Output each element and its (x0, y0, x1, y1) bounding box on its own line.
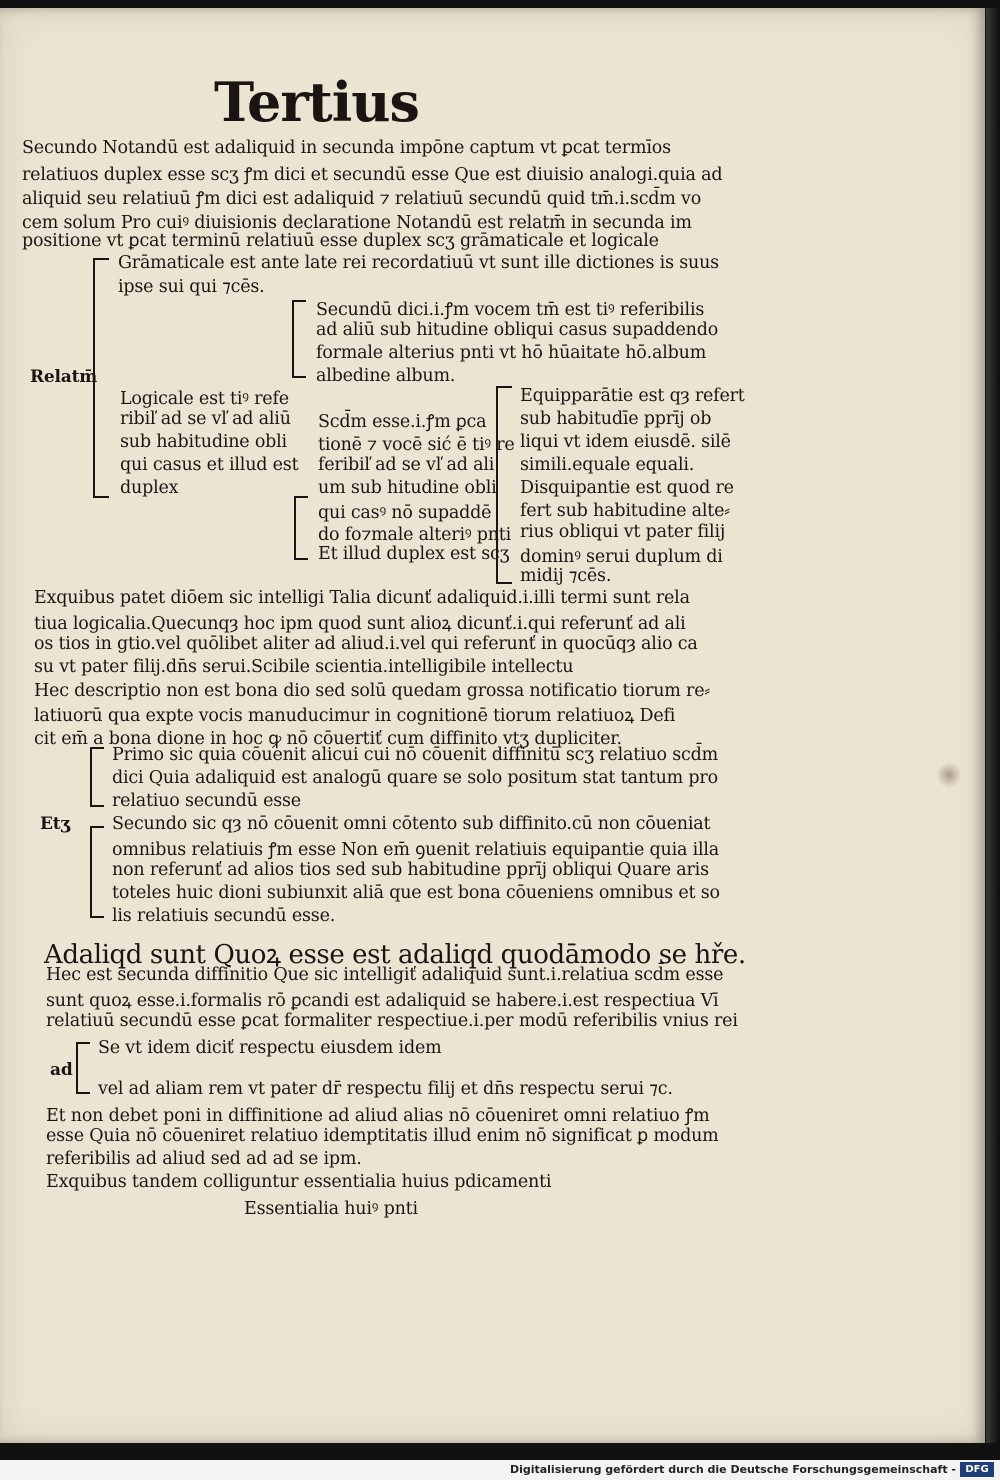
margin-label: ad (50, 1060, 73, 1080)
text-line: do fo⁊male alteriꝰ pnti (318, 525, 511, 545)
text-line: Se vt idem diciť respectu eiusdem idem (98, 1038, 442, 1058)
text-line: qui casꝰ nō supaddē (318, 503, 492, 523)
dfg-logo: DFG (960, 1462, 994, 1477)
stain-mark (936, 762, 962, 788)
text-line: omnibus relatiuis ꝭm esse Non em̄ ꝯuenit relatiuis equipantie quia illa (112, 840, 720, 860)
text-line: um sub hitudine obli (318, 478, 497, 498)
text-line: latiuorū qua expte vocis manuducimur in cognitionē tiorum relatiuoꝝ Defi (34, 706, 676, 726)
text-line: esse Quia nō cōueniret relatiuo idemptitatis illud enim nō significat ꝑ modum (46, 1126, 719, 1146)
text-line: aliquid seu relatiuū ꝭm dici est adaliquid ⁊ relatiuū secundū quid tm̄.i.scd̄m vo (22, 189, 702, 209)
text-line: qui casus et illud est (120, 455, 299, 475)
text-line: Secundū dici.i.ꝭm vocem tm̄ est tiꝰ referibilis (316, 300, 705, 320)
text-line: Disquipantie est quod re (520, 478, 734, 498)
bracket-secundum-dici (292, 300, 306, 378)
bracket-secundo (90, 826, 104, 918)
margin-label: Relatm̄ (30, 367, 98, 387)
bracket-ad (76, 1042, 90, 1094)
page-edge-shadow (986, 8, 1000, 1443)
text-line: sub habitudīe pprīj ob (520, 409, 712, 429)
text-line: os tios in gtio.vel quōlibet aliter ad aliud.i.vel qui referunť in quocūqȝ alio ca (34, 634, 698, 654)
text-line: Exquibus patet diōem sic intelligi Talia dicunť adaliquid.i.illi termi sunt rela (34, 588, 690, 608)
text-line: relatiuo secundū esse (112, 791, 301, 811)
text-line: Exquibus tandem colliguntur essentialia huius pdicamenti (46, 1172, 552, 1192)
text-line: albedine album. (316, 366, 456, 386)
text-line: vel ad aliam rem vt pater dr̄ respectu filij et dn̄s respectu serui ⁊c. (98, 1079, 673, 1099)
text-line: Logicale est tiꝰ refe (120, 389, 289, 409)
text-line: simili.equale equali. (520, 455, 695, 475)
text-line: Hec descriptio non est bona dio sed solū quedam grossa notificatio tiorum re⸗ (34, 681, 711, 701)
text-line: referibilis ad aliud sed ad ad se ipm. (46, 1149, 362, 1169)
definition-heading: Adaliqd sunt Quoꝝ esse est adaliqd quodāmodo se hře. (44, 940, 746, 970)
text-line: sunt quoꝝ esse.i.formalis rō ꝑcandi est adaliquid se habere.i.est respectiua Vī (46, 991, 719, 1011)
page-title: Tertius (214, 70, 419, 134)
text-line: relatiuū secundū esse ꝑcat formaliter respectiue.i.per modū referibilis vnius rei (46, 1011, 738, 1031)
bracket-equipparantie (496, 386, 512, 584)
text-line: fert sub habitudine alte⸗ (520, 501, 730, 521)
text-line: ribiľ ad se vľ ad aliū (120, 409, 291, 429)
text-line: Primo sic quia cōuenit alicui cui nō cōuenit diffinitū scʒ relatiuo scd̄m (112, 745, 718, 765)
text-line: toteles huic dioni subiunxit aliā que est bona cōueniens omnibus et so (112, 883, 720, 903)
text-line: tionē ⁊ vocē sić ē tiꝰ re (318, 435, 515, 455)
text-line: cit em̄ a bona dione in hoc ꝙ nō cōuertiť cum diffinito vtʒ dupliciter. (34, 729, 622, 749)
text-line: dici Quia adaliquid est analogū quare se solo positum stat tantum pro (112, 768, 718, 788)
text-line: feribiľ ad se vľ ad ali (318, 455, 495, 475)
bracket-duplex (294, 496, 308, 560)
text-line: Secundo Notandū est adaliquid in secunda impōne captum vt ꝑcat termīos (22, 138, 671, 158)
text-line: Grāmaticale est ante late rei recordatiuū vt sunt ille dictiones is suus (118, 253, 719, 273)
text-line: tiua logicalia.Quecunqȝ hoc ipm quod sunt alioꝝ dicunť.i.qui referunť ad ali (34, 614, 686, 634)
text-line: cem solum Pro cuiꝰ diuisionis declaratione Notandū est relatm̄ in secunda im (22, 213, 692, 233)
text-line: relatiuos duplex esse scʒ ꝭm dici et secundū esse Que est diuisio analogi.quia ad (22, 165, 723, 185)
text-line: formale alterius pnti vt hō hūaitate hō.album (316, 343, 707, 363)
text-line: su vt pater filij.dn̄s serui.Scibile scientia.intelligibile intellectu (34, 657, 574, 677)
text-line: sub habitudine obli (120, 432, 287, 452)
text-line: liqui vt idem eiusdē. silē (520, 432, 731, 452)
text-line: non referunť ad alios tios sed sub habitudine pprīj obliqui Quare aris (112, 860, 709, 880)
text-line: ipse sui qui ⁊cēs. (118, 277, 265, 297)
text-line: midij ⁊cēs. (520, 566, 612, 586)
text-line: Essentialia huiꝰ pnti (244, 1199, 418, 1219)
margin-label: Etʒ (40, 814, 70, 834)
funding-notice: Digitalisierung gefördert durch die Deutsche Forschungsgemeinschaft - (509, 1463, 956, 1476)
text-line: Secundo sic qȝ nō cōuenit omni cōtento sub diffinito.cū non cōueniat (112, 814, 711, 834)
text-line: dominꝰ serui duplum di (520, 547, 723, 567)
text-line: Et non debet poni in diffinitione ad aliud alias nō cōueniret omni relatiuo ꝭm (46, 1106, 710, 1126)
text-line: Equipparātie est qȝ refert (520, 386, 745, 406)
bracket-primo (90, 747, 104, 807)
text-line: duplex (120, 478, 179, 498)
text-line: Et illud duplex est scʒ (318, 544, 510, 564)
text-line: lis relatiuis secundū esse. (112, 906, 336, 926)
text-line: rius obliqui vt pater filij (520, 522, 726, 542)
text-line: positione vt ꝑcat terminū relatiuū esse duplex scʒ grāmaticale et logicale (22, 231, 659, 251)
text-line: Scd̄m esse.i.ꝭm ꝑca (318, 412, 487, 432)
text-line: ad aliū sub hitudine obliqui casus supaddendo (316, 320, 719, 340)
text-line: Hec est secunda diffinitio Que sic intelligiť adaliquid sunt.i.relatiua scd̄m esse (46, 965, 724, 985)
